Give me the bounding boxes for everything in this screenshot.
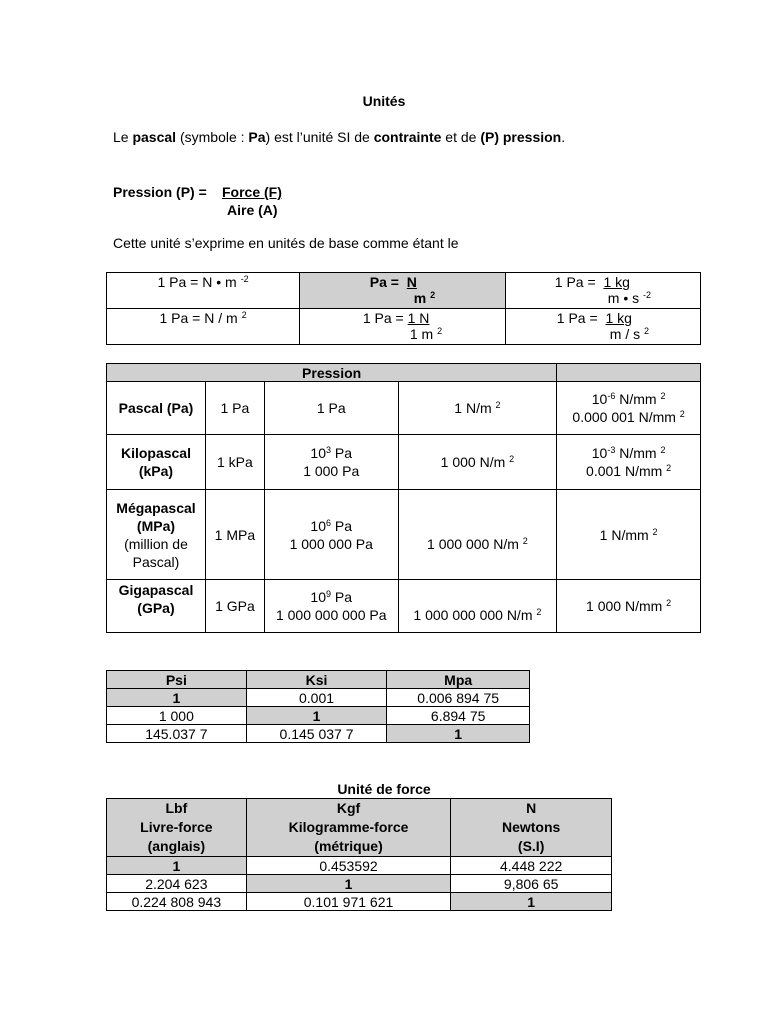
table-row: 0.224 808 943 0.101 971 621 1: [107, 893, 612, 911]
cell-r1c3: 1 Pa = 1 kg m • s $^{-2}$: [505, 273, 700, 309]
pressure-header-empty: [557, 364, 701, 382]
table-row: 1 000 1 6.894 75: [107, 707, 530, 725]
pressure-table: [106, 363, 701, 633]
table-row: Mégapascal (MPa) (million de Pascal) 1 MPa $10^6$ Pa 1 000 000 Pa 1 000 000 N/m $^2$ 1 N/mm $^2$: [107, 490, 701, 580]
pressure-header: Pression: [107, 364, 557, 382]
force-table: Lbf Livre-force (anglais) Kgf Kilogramme-force (métrique) N Newtons (S.I) 1 0.453592 4.448 222 2.204 623 1 9,806 65 0.224 808 943 0.101 971 621 1: [106, 798, 612, 911]
table-row: Pascal (Pa) 1 Pa 1 Pa 1 N/m $^2$ $10^{-6}$ N/mm $^2$ 0.000 001 N/mm $^2$: [107, 382, 701, 435]
psi-table: Psi Ksi Mpa 1 0.001 0.006 894 75 1 000 1 6.894 75 145.037 7 0.145 037 7 1: [106, 670, 530, 743]
pressure-formula: [113, 183, 282, 219]
table-row: Kilopascal (kPa) 1 kPa $10^3$ Pa 1 000 Pa 1 000 N/m $^2$ $10^{-3}$ N/mm $^2$ 0.001 N/mm $^2$: [107, 435, 701, 490]
cell-r2c2: 1 Pa = 1 N 1 m $^2$: [300, 309, 506, 345]
intro-sentence: Le pascal (symbole : Pa) est l’unité SI de contrainte et de (P) pression.: [113, 129, 566, 145]
cell-r1c2: Pa = N m $^2$: [300, 273, 506, 309]
formula-denominator: Aire (A): [227, 202, 278, 218]
cell-r2c1: 1 Pa = N / m $^2$: [107, 309, 300, 345]
base-units-table: [106, 272, 701, 345]
cell-r1c1: 1 Pa = N • m $^{-2}$: [107, 273, 300, 309]
table-row: 1 0.453592 4.448 222: [107, 857, 612, 875]
table-row: Gigapascal (GPa) 1 GPa $10^9$ Pa 1 000 000 000 Pa 1 000 000 000 N/m $^2$ 1 000 N/mm $^2$: [107, 580, 701, 633]
table-row: 2.204 623 1 9,806 65: [107, 875, 612, 893]
cell-r2c3: 1 Pa = 1 kg m / s $^2$: [505, 309, 700, 345]
formula-numerator: Force (F): [222, 184, 282, 200]
force-table-title: Unité de force: [337, 781, 431, 797]
table-row: 1 0.001 0.006 894 75: [107, 689, 530, 707]
base-units-text: Cette unité s’exprime en unités de base comme étant le: [113, 235, 459, 251]
formula-label: Pression (P) =: [113, 184, 207, 200]
table-row: 145.037 7 0.145 037 7 1: [107, 725, 530, 743]
page-title: Unités: [362, 93, 406, 109]
